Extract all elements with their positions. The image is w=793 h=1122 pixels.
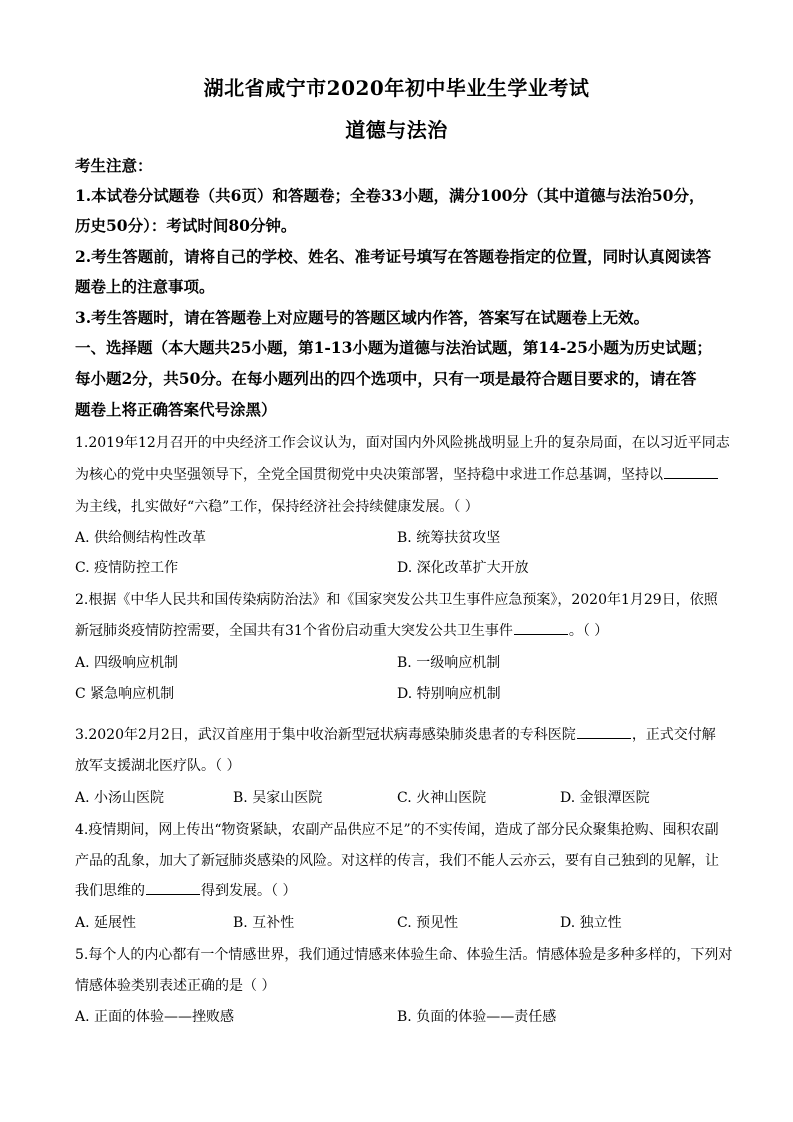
q4-line-1: 4.疫情期间，网上传出“物资紧缺，农副产品供应不足”的不实传闻，造成了部分民众聚集抢购、囤积农副 [75, 822, 719, 838]
notice-line-3: 3.考生答题时，请在答题卷上对应题号的答题区域内作答，答案写在试题卷上无效。 [75, 308, 650, 327]
section-line-3: 题卷上将正确答案代号涂黑） [75, 400, 277, 419]
notice-line-2a: 2.考生答题前，请将自己的学校、姓名、准考证号填写在答题卷指定的位置，同时认真阅读答 [75, 247, 712, 266]
answer-blank [664, 465, 718, 479]
q2-line-2-end: 。（ ） [568, 623, 609, 639]
q2-line-1: 2.根据《中华人民共和国传染病防治法》和《国家突发公共卫生事件应急预案》，2020年1月29日，依照 [75, 592, 718, 608]
q5-line-2: 情感体验类别表述正确的是（ ） [75, 978, 276, 994]
q3-option-b: B. 吴家山医院 [233, 790, 323, 806]
q4-option-c: C. 预见性 [397, 915, 459, 931]
notice-line-1b: 历史50分）：考试时间80分钟。 [75, 216, 297, 235]
q2-option-d: D. 特别响应机制 [397, 686, 501, 702]
q4-line-3-end: 得到发展。（ ） [201, 883, 297, 899]
q4-line-3-text: 我们思维的 [75, 883, 145, 899]
q1-line-1: 1.2019年12月召开的中央经济工作会议认为，面对国内外风险挑战明显上升的复杂局面，在以习近平同志 [75, 435, 730, 451]
q3-option-a: A. 小汤山医院 [75, 790, 165, 806]
q3-line-2: 放军支援湖北医疗队。（ ） [75, 758, 241, 774]
q1-option-a: A. 供给侧结构性改革 [75, 530, 207, 546]
q2-option-b: B. 一级响应机制 [397, 655, 501, 671]
notice-line-2b: 题卷上的注意事项。 [75, 277, 215, 296]
q1-line-3: 为主线，扎实做好“六稳”工作，保持经济社会持续健康发展。（ ） [75, 499, 479, 515]
q3-option-d: D. 金银潭医院 [560, 790, 650, 806]
q3-line-1 [75, 724, 716, 744]
exam-subject: 道德与法治 [345, 118, 448, 142]
q5-line-1: 5.每个人的内心都有一个情感世界，我们通过情感来体验生命、体验生活。情感体验是多种多样的，下列对 [75, 947, 733, 963]
q1-line-2 [75, 464, 719, 484]
q3-option-c: C. 火神山医院 [397, 790, 487, 806]
q3-line-1-end: ，正式交付解 [631, 727, 716, 743]
q4-option-a: A. 延展性 [75, 915, 137, 931]
q4-line-2: 产品的乱象，加大了新冠肺炎感染的风险。对这样的传言，我们不能人云亦云，要有自己独到的见解，让 [75, 853, 719, 869]
answer-blank [514, 621, 568, 635]
q3-line-1-text: 3.2020年2月2日，武汉首座用于集中收治新型冠状病毒感染肺炎患者的专科医院 [75, 727, 576, 743]
q5-option-b: B. 负面的体验——责任感 [397, 1009, 557, 1025]
answer-blank [577, 725, 631, 739]
q1-option-c: C. 疫情防控工作 [75, 560, 179, 576]
section-line-2: 每小题2分，共50分。在每小题列出的四个选项中，只有一项是最符合题目要求的，请在答 [75, 369, 697, 388]
exam-title: 湖北省咸宁市2020年初中毕业生学业考试 [203, 76, 590, 100]
q2-line-2 [75, 620, 608, 640]
q2-line-2-text: 新冠肺炎疫情防控需要，全国共有31个省份启动重大突发公共卫生事件 [75, 623, 513, 639]
q4-option-d: D. 独立性 [560, 915, 622, 931]
q1-option-d: D. 深化改革扩大开放 [397, 560, 529, 576]
notice-line-1a: 1.本试卷分试题卷（共6页）和答题卷；全卷33小题，满分100分（其中道德与法治50分， [75, 186, 705, 205]
q2-option-a: A. 四级响应机制 [75, 655, 179, 671]
q5-option-a: A. 正面的体验——挫败感 [75, 1009, 235, 1025]
q1-option-b: B. 统筹扶贫攻坚 [397, 530, 501, 546]
notice-heading: 考生注意： [75, 156, 153, 175]
answer-blank [146, 881, 200, 895]
section-line-1: 一、选择题（本大题共25小题，第1-13小题为道德与法治试题，第14-25小题为历史试题； [75, 338, 712, 357]
q1-line-2-text: 为核心的党中央坚强领导下，全党全国贯彻党中央决策部署，坚持稳中求进工作总基调，坚持以 [75, 467, 663, 483]
q4-option-b: B. 互补性 [233, 915, 295, 931]
q2-option-c: C 紧急响应机制 [75, 686, 175, 702]
q4-line-3 [75, 880, 296, 900]
